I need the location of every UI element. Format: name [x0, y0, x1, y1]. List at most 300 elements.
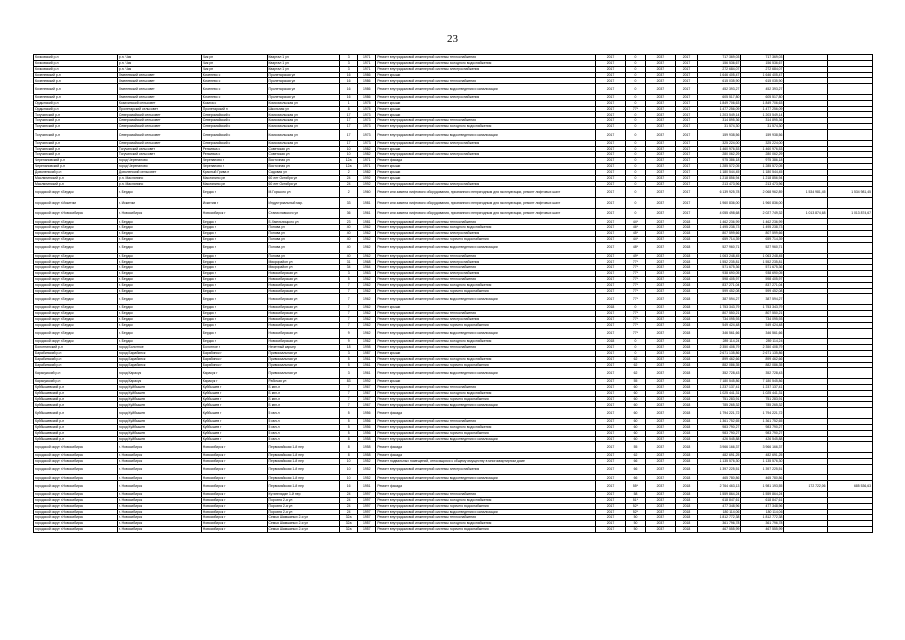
table-cell: Новосибирск г — [201, 521, 267, 527]
table-cell: 2037 — [646, 276, 675, 282]
table-cell: 1962 — [358, 242, 376, 253]
table-cell: город Черепаново — [117, 164, 201, 170]
table-cell: 2017 — [675, 55, 698, 61]
table-cell: Комсомольская ул — [267, 140, 340, 146]
table-cell: Ремонт крыши — [376, 169, 596, 175]
table-cell: 2017 — [596, 458, 625, 464]
table-cell: 1 135 576,30 — [698, 458, 741, 464]
table-cell: 0 — [625, 198, 645, 209]
table-cell: 2018 — [675, 503, 698, 509]
table-cell: р.п. Маслянино — [117, 175, 201, 181]
table-row — [34, 481, 873, 492]
table-cell: 2017 — [596, 408, 625, 419]
table-cell: 1 849 706,63 — [698, 100, 741, 106]
table-cell: 2037 — [646, 112, 675, 118]
table-cell: 2017 — [675, 152, 698, 158]
table-cell: Тогучинский р-н — [34, 118, 118, 124]
table-cell: городской округ г.Новосибирск — [34, 503, 118, 509]
table-cell: 1 135 576,30 — [741, 458, 784, 464]
table-cell: 807 599,66 — [698, 231, 741, 237]
table-cell: 346 561,66 — [698, 328, 741, 339]
table-cell: Восточная ул — [267, 164, 340, 170]
table-cell: 2 027 749,32 — [741, 208, 784, 219]
table-cell: 2018 — [675, 265, 698, 271]
table-cell: Северомайский с — [201, 118, 267, 124]
table-cell: 1982 — [358, 169, 376, 175]
table-cell: Новосибирск г — [201, 491, 267, 497]
table-cell: 5 — [340, 424, 358, 430]
table-cell: 2018 — [675, 316, 698, 322]
table-cell: Ремонт внутридомовой инженерной системы теплоснабжения — [376, 276, 596, 282]
table-cell: 527 960,71 — [698, 242, 741, 253]
table-cell: 2037 — [646, 527, 675, 533]
table-cell: 272 684,07 — [698, 66, 741, 72]
table-cell: Порохня 2-я ул — [267, 503, 340, 509]
table-cell: 387 594,27 — [741, 294, 784, 305]
table-cell: Ремонт внутридомовой инженерной системы водоотведения и канализации — [376, 129, 596, 140]
table-cell: 2018 — [675, 453, 698, 459]
table-cell: 1973 — [358, 118, 376, 124]
table-cell: г. Бердск — [117, 339, 201, 345]
table-cell: 50 — [625, 527, 645, 533]
table-cell: 1951 — [358, 481, 376, 492]
table-cell: городской округ г.Бердск — [34, 242, 118, 253]
table-cell: 1962 — [358, 310, 376, 316]
table-cell: г. Новосибирск — [117, 503, 201, 509]
table-cell: Ремонт внутридомовой инженерной системы водоотведения и канализации — [376, 84, 596, 95]
table-cell: 1997 — [358, 503, 376, 509]
table-cell: 40 — [340, 237, 358, 243]
table-cell: Ремонт внутридомовой инженерной системы холодного водоснабжения — [376, 390, 596, 396]
table-cell: 2017 — [596, 94, 625, 100]
table-cell: 24 — [340, 509, 358, 515]
table-cell: 77* — [625, 322, 645, 328]
table-cell: 1 285 572,05 — [741, 164, 784, 170]
table-cell: 3 — [340, 271, 358, 277]
table-cell — [784, 464, 827, 475]
table-cell: 12а — [340, 164, 358, 170]
table-cell: 0 — [625, 164, 645, 170]
table-cell: Барабинский р-н — [34, 356, 118, 362]
table-cell: Ремонт подвальных помещений, относящихся к общему имуществу в многоквартирном доме — [376, 458, 596, 464]
table-cell: Семья Шамшиных 2-я ул — [267, 515, 340, 521]
table-cell: Квартал 1 ул — [267, 66, 340, 72]
table-cell: Тогучинский р-н — [34, 112, 118, 118]
table-cell: Северомайский сельсовет — [117, 112, 201, 118]
table-cell: 3 966 166,37 — [698, 442, 741, 453]
table-cell: Кочковский р-н — [34, 60, 118, 66]
table-cell: 2017 — [596, 424, 625, 430]
table-cell: Куйбышев г — [201, 396, 267, 402]
table-cell: Северомайский сельсовет — [117, 124, 201, 130]
table-cell — [784, 294, 827, 305]
table-cell: Станиславского ул — [267, 208, 340, 219]
table-cell: 1 460 976,53 — [698, 146, 741, 152]
table-cell: 2037 — [646, 491, 675, 497]
table-cell: город Куйбышев — [117, 384, 201, 390]
table-cell: 289 114,24 — [741, 339, 784, 345]
table-cell: 1973 — [358, 124, 376, 130]
table-cell: 2037 — [646, 509, 675, 515]
table-cell: г. Новосибирск — [117, 497, 201, 503]
table-cell: 1967 — [358, 396, 376, 402]
table-cell: городской округ г.Бердск — [34, 265, 118, 271]
table-cell: Тогучинский р-н — [34, 124, 118, 130]
table-cell: 3 — [340, 55, 358, 61]
table-cell: 2017 — [596, 242, 625, 253]
table-cell: 0 — [625, 140, 645, 146]
table-cell: 1 025 441,31 — [741, 390, 784, 396]
table-cell: 18 — [340, 345, 358, 351]
table-cell: г. Новосибирск — [117, 208, 201, 219]
table-cell: 66 — [625, 464, 645, 475]
table-cell: Ремонт внутридомовой инженерной системы электроснабжения — [376, 259, 596, 265]
table-cell: 2017 — [596, 169, 625, 175]
table-cell: 2018 — [675, 515, 698, 521]
table-cell: 2037 — [646, 253, 675, 259]
table-cell: Пролетарский п — [201, 106, 267, 112]
table-cell: 60 лет Октября ул — [267, 175, 340, 181]
table-cell: городской округ г.Новосибирск — [34, 458, 118, 464]
table-cell: 0 — [625, 169, 645, 175]
table-cell: 1 495 238,73 — [698, 225, 741, 231]
table-cell: 2037 — [646, 497, 675, 503]
table-cell: 0 — [625, 339, 645, 345]
table-cell: 280 062,29 — [741, 152, 784, 158]
table-cell: 1971 — [358, 66, 376, 72]
table-cell: город Карасук — [117, 379, 201, 385]
table-cell: 1 812 772,38 — [741, 515, 784, 521]
table-cell: городской округ г.Новосибирск — [34, 442, 118, 453]
table-cell: 2017 — [596, 310, 625, 316]
table-cell: 1986 — [358, 94, 376, 100]
table-cell: городской округ г.Бердск — [34, 231, 118, 237]
table-cell: 2017 — [596, 164, 625, 170]
table-cell: 2018 — [675, 356, 698, 362]
table-cell: 482 691,25 — [698, 453, 741, 459]
table-cell: 983 790,27 — [698, 424, 741, 430]
table-cell: 467 555,99 — [698, 527, 741, 533]
table-cell: 1 025 441,31 — [698, 390, 741, 396]
table-cell: 975 386,18 — [741, 158, 784, 164]
table-cell: 2017 — [675, 60, 698, 66]
table-cell: городской округ г.Новосибирск — [34, 527, 118, 533]
table-cell: 58 — [625, 491, 645, 497]
table-cell: 2037 — [646, 84, 675, 95]
table-cell: 31 574,30 — [698, 124, 741, 130]
table-cell: 2017 — [675, 181, 698, 187]
table-cell: 2037 — [646, 237, 675, 243]
table-cell: 785 265,32 — [698, 402, 741, 408]
table-row — [34, 408, 873, 419]
table-cell: 2018 — [675, 253, 698, 259]
table-cell: Ремонт внутридомовой инженерной системы теплоснабжения — [376, 384, 596, 390]
table-cell: Черепановский р-н — [34, 158, 118, 164]
table-cell: 77* — [625, 310, 645, 316]
table-cell: 2037 — [646, 181, 675, 187]
table-row — [34, 368, 873, 379]
table-cell: 7 180 545,86 — [741, 379, 784, 385]
table-cell: Ремонт внутридомовой инженерной системы горячего водоснабжения — [376, 430, 596, 436]
table-cell: 527 960,71 — [741, 242, 784, 253]
table-cell: 31 — [340, 259, 358, 265]
table-cell: 180 114,06 — [698, 509, 741, 515]
table-cell — [827, 242, 872, 253]
table-cell: 785 265,32 — [741, 402, 784, 408]
table-cell: Бердск г — [201, 259, 267, 265]
table-cell: р.п. Чик — [117, 60, 201, 66]
table-cell: 66 — [625, 475, 645, 481]
table-cell: 2017 — [596, 175, 625, 181]
table-cell: 1962 — [358, 237, 376, 243]
table-cell: 5 — [340, 408, 358, 419]
table-cell: 3 — [340, 368, 358, 379]
table-cell: 8 — [340, 453, 358, 459]
table-cell: Ремонт внутридомовой инженерной системы холодного водоснабжения — [376, 339, 596, 345]
table-cell: 1963 — [358, 271, 376, 277]
table-cell: Новосибирск г — [201, 458, 267, 464]
table-cell: 2037 — [646, 271, 675, 277]
table-cell: Болотнинский р-н — [34, 345, 118, 351]
table-cell: Северомайский с — [201, 129, 267, 140]
table-cell: 2037 — [646, 146, 675, 152]
table-cell — [784, 242, 827, 253]
table-cell: 659 714,39 — [741, 237, 784, 243]
table-cell: 1 960 836,00 — [741, 198, 784, 209]
table-cell: Садовая ул — [267, 169, 340, 175]
table-cell: 2037 — [646, 169, 675, 175]
table-cell: 3 966 166,37 — [741, 442, 784, 453]
table-cell: 2018 — [675, 305, 698, 311]
table-cell: Новосибирск г — [201, 503, 267, 509]
table-cell: 0 — [625, 72, 645, 78]
table-cell: Новосибирская ул — [267, 294, 340, 305]
table-cell: Новосибирская ул — [267, 310, 340, 316]
table-cell: город Куйбышев — [117, 424, 201, 430]
table-cell: 77* — [625, 316, 645, 322]
table-cell: Ремонт внутридомовой инженерной системы холодного водоснабжения — [376, 124, 596, 130]
table-cell: 2037 — [646, 94, 675, 100]
table-cell: 24 — [340, 497, 358, 503]
table-cell: 49* — [625, 253, 645, 259]
table-cell: 1 495 238,73 — [741, 225, 784, 231]
table-cell: Комсомольская ул — [267, 118, 340, 124]
table-cell: 16 — [340, 94, 358, 100]
table-cell — [827, 294, 872, 305]
table-cell: 2017 — [596, 187, 625, 198]
table-cell: 2017 — [675, 140, 698, 146]
table-cell: 0 — [625, 60, 645, 66]
table-cell: 2017 — [596, 237, 625, 243]
table-cell: Черепаново г — [201, 158, 267, 164]
table-cell: 2018 — [675, 345, 698, 351]
table-cell: г. Бердск — [117, 322, 201, 328]
table-cell: городской округ г.Новосибирск — [34, 481, 118, 492]
table-cell: 1971 — [358, 158, 376, 164]
table-cell: 1961 — [358, 356, 376, 362]
table-cell: 571 675,36 — [698, 265, 741, 271]
table-cell: городской округ г.Новосибирск — [34, 208, 118, 219]
table-cell: Куйбышев г — [201, 424, 267, 430]
table-row — [34, 187, 873, 198]
table-cell: 2017 — [675, 164, 698, 170]
table-cell: 1961 — [358, 362, 376, 368]
table-cell: Новосибирская ул — [267, 288, 340, 294]
table-cell: 2017 — [596, 124, 625, 130]
table-cell: 2017 — [675, 78, 698, 84]
table-cell: городской округ г.Новосибирск — [34, 491, 118, 497]
table-cell: 717 369,03 — [698, 55, 741, 61]
table-cell: Козихинский сельсовет — [117, 100, 201, 106]
table-cell: Маслянинский р-н — [34, 181, 118, 187]
table-cell: 1 559 864,24 — [741, 491, 784, 497]
table-cell: Чик рп — [201, 55, 267, 61]
table-cell: 2017 — [675, 118, 698, 124]
table-cell: Порохня 2-я ул — [267, 497, 340, 503]
table-cell: г. Новосибирск — [117, 475, 201, 481]
table-cell: Новосибирская ул — [267, 271, 340, 277]
table-cell: 1 — [340, 100, 358, 106]
table-cell: Новосибирск г — [201, 497, 267, 503]
table-cell: 2037 — [646, 129, 675, 140]
table-cell: Ремонт крыши — [376, 112, 596, 118]
table-cell: 2018 — [675, 402, 698, 408]
table-cell: Северомайский с — [201, 124, 267, 130]
table-cell: 0 — [625, 158, 645, 164]
table-cell: 1 203 549,14 — [698, 112, 741, 118]
table-cell: Ремонт фасада — [376, 453, 596, 459]
table-cell: 2037 — [646, 368, 675, 379]
table-cell: Куйбышев г — [201, 408, 267, 419]
table-cell: Ремонт внутридомовой инженерной системы водоотведения и канализации — [376, 475, 596, 481]
table-cell: 66 — [625, 458, 645, 464]
table-cell: 2018 — [675, 497, 698, 503]
table-cell: 0 — [625, 350, 645, 356]
table-cell: городской округ г.Бердск — [34, 219, 118, 225]
table-cell — [784, 328, 827, 339]
table-cell: Ремонт фасада — [376, 158, 596, 164]
table-cell: 837 271,04 — [698, 282, 741, 288]
table-cell: 477 348,96 — [741, 503, 784, 509]
table-cell: 2018 — [675, 339, 698, 345]
table-cell: 12а — [340, 158, 358, 164]
table-cell: 2017 — [596, 527, 625, 533]
table-cell: 32а — [340, 521, 358, 527]
table-cell: 983 790,27 — [741, 430, 784, 436]
table-cell: Бердск г — [201, 271, 267, 277]
table-cell: 5 квл-л — [267, 408, 340, 419]
table-cell: Маслянинский р-н — [34, 175, 118, 181]
table-cell: 3 — [340, 350, 358, 356]
table-cell: городской округ г.Бердск — [34, 237, 118, 243]
table-cell: 2017 — [596, 129, 625, 140]
table-cell: Карасук г — [201, 368, 267, 379]
table-cell: 10 — [340, 152, 358, 158]
table-row — [34, 464, 873, 475]
table-cell: город Куйбышев — [117, 408, 201, 419]
table-cell: 1 646 405,47 — [698, 72, 741, 78]
table-cell: Доволенский сельсовет — [117, 169, 201, 175]
table-cell: городской округ г.Бердск — [34, 316, 118, 322]
table-cell: Ремонт крыши — [376, 106, 596, 112]
table-cell — [827, 408, 872, 419]
table-cell: 2037 — [646, 100, 675, 106]
table-cell: 1 753 343,79 — [698, 305, 741, 311]
table-cell: 2037 — [646, 164, 675, 170]
table-cell: 2018 — [675, 436, 698, 442]
table-cell: 361 796,78 — [698, 521, 741, 527]
table-cell: 2037 — [646, 198, 675, 209]
table-cell: 10 — [340, 475, 358, 481]
table-cell: 2017 — [675, 94, 698, 100]
table-cell: 465 780,86 — [698, 475, 741, 481]
table-cell: Новосибирск г — [201, 208, 267, 219]
table-cell: 40 — [340, 225, 358, 231]
table-cell: 325 224,00 — [741, 140, 784, 146]
table-cell: Ремонт внутридомовой инженерной системы водоотведения и канализации — [376, 328, 596, 339]
table-cell: город Куйбышев — [117, 396, 201, 402]
table-cell: 549 424,48 — [698, 322, 741, 328]
table-cell — [827, 84, 872, 95]
table-cell: 2017 — [596, 475, 625, 481]
table-cell: 751 283,91 — [741, 396, 784, 402]
table-cell: Куйбышев г — [201, 436, 267, 442]
table-cell: 2037 — [646, 152, 675, 158]
table-cell: Ремонт внутридомовой инженерной системы электроснабжения — [376, 271, 596, 277]
table-cell: 1967 — [358, 402, 376, 408]
table-cell: 7 — [340, 310, 358, 316]
table-cell: 2017 — [596, 100, 625, 106]
table-cell: 16 — [340, 72, 358, 78]
table-cell: Ремонт внутридомовой инженерной системы теплоснабжения — [376, 491, 596, 497]
table-cell: Бердск г — [201, 253, 267, 259]
table-cell: Коченевский р-н — [34, 94, 118, 100]
table-cell: 352 728,43 — [698, 368, 741, 379]
table-cell: 6 139 925,78 — [698, 187, 741, 198]
table-cell: Попова ул — [267, 225, 340, 231]
table-cell: Бердск г — [201, 242, 267, 253]
table-cell: 975 386,18 — [698, 158, 741, 164]
table-cell: 1 534 981,45 — [784, 187, 827, 198]
table-cell: Бердск г — [201, 276, 267, 282]
table-cell: Хмелевский сельсовет — [117, 94, 201, 100]
table-cell: Пролетарский сельсовет — [117, 106, 201, 112]
table-cell — [827, 527, 872, 533]
table-cell: Куйбышевский р-н — [34, 384, 118, 390]
table-cell: Доволенский р-н — [34, 169, 118, 175]
table-cell — [784, 408, 827, 419]
table-cell: 807 550,21 — [741, 310, 784, 316]
table-cell: 2037 — [646, 66, 675, 72]
table-cell: 0 — [625, 55, 645, 61]
table-cell: 1962 — [358, 322, 376, 328]
table-cell: 2037 — [646, 231, 675, 237]
table-cell: 2 671 135,86 — [741, 350, 784, 356]
table-cell: 60 — [625, 402, 645, 408]
table-cell: 2017 — [596, 78, 625, 84]
table-cell: 2017 — [675, 129, 698, 140]
table-cell: 7 — [340, 390, 358, 396]
table-cell: г. Бердск — [117, 242, 201, 253]
table-cell: 2018 — [675, 294, 698, 305]
table-cell: 1982 — [358, 146, 376, 152]
table-cell: 1997 — [358, 497, 376, 503]
table-cell: 2017 — [596, 265, 625, 271]
table-cell: 10 — [340, 146, 358, 152]
table-cell: Новосибирская ул — [267, 305, 340, 311]
table-cell: 51* — [625, 497, 645, 503]
table-cell: городской округ г.Новосибирск — [34, 497, 118, 503]
